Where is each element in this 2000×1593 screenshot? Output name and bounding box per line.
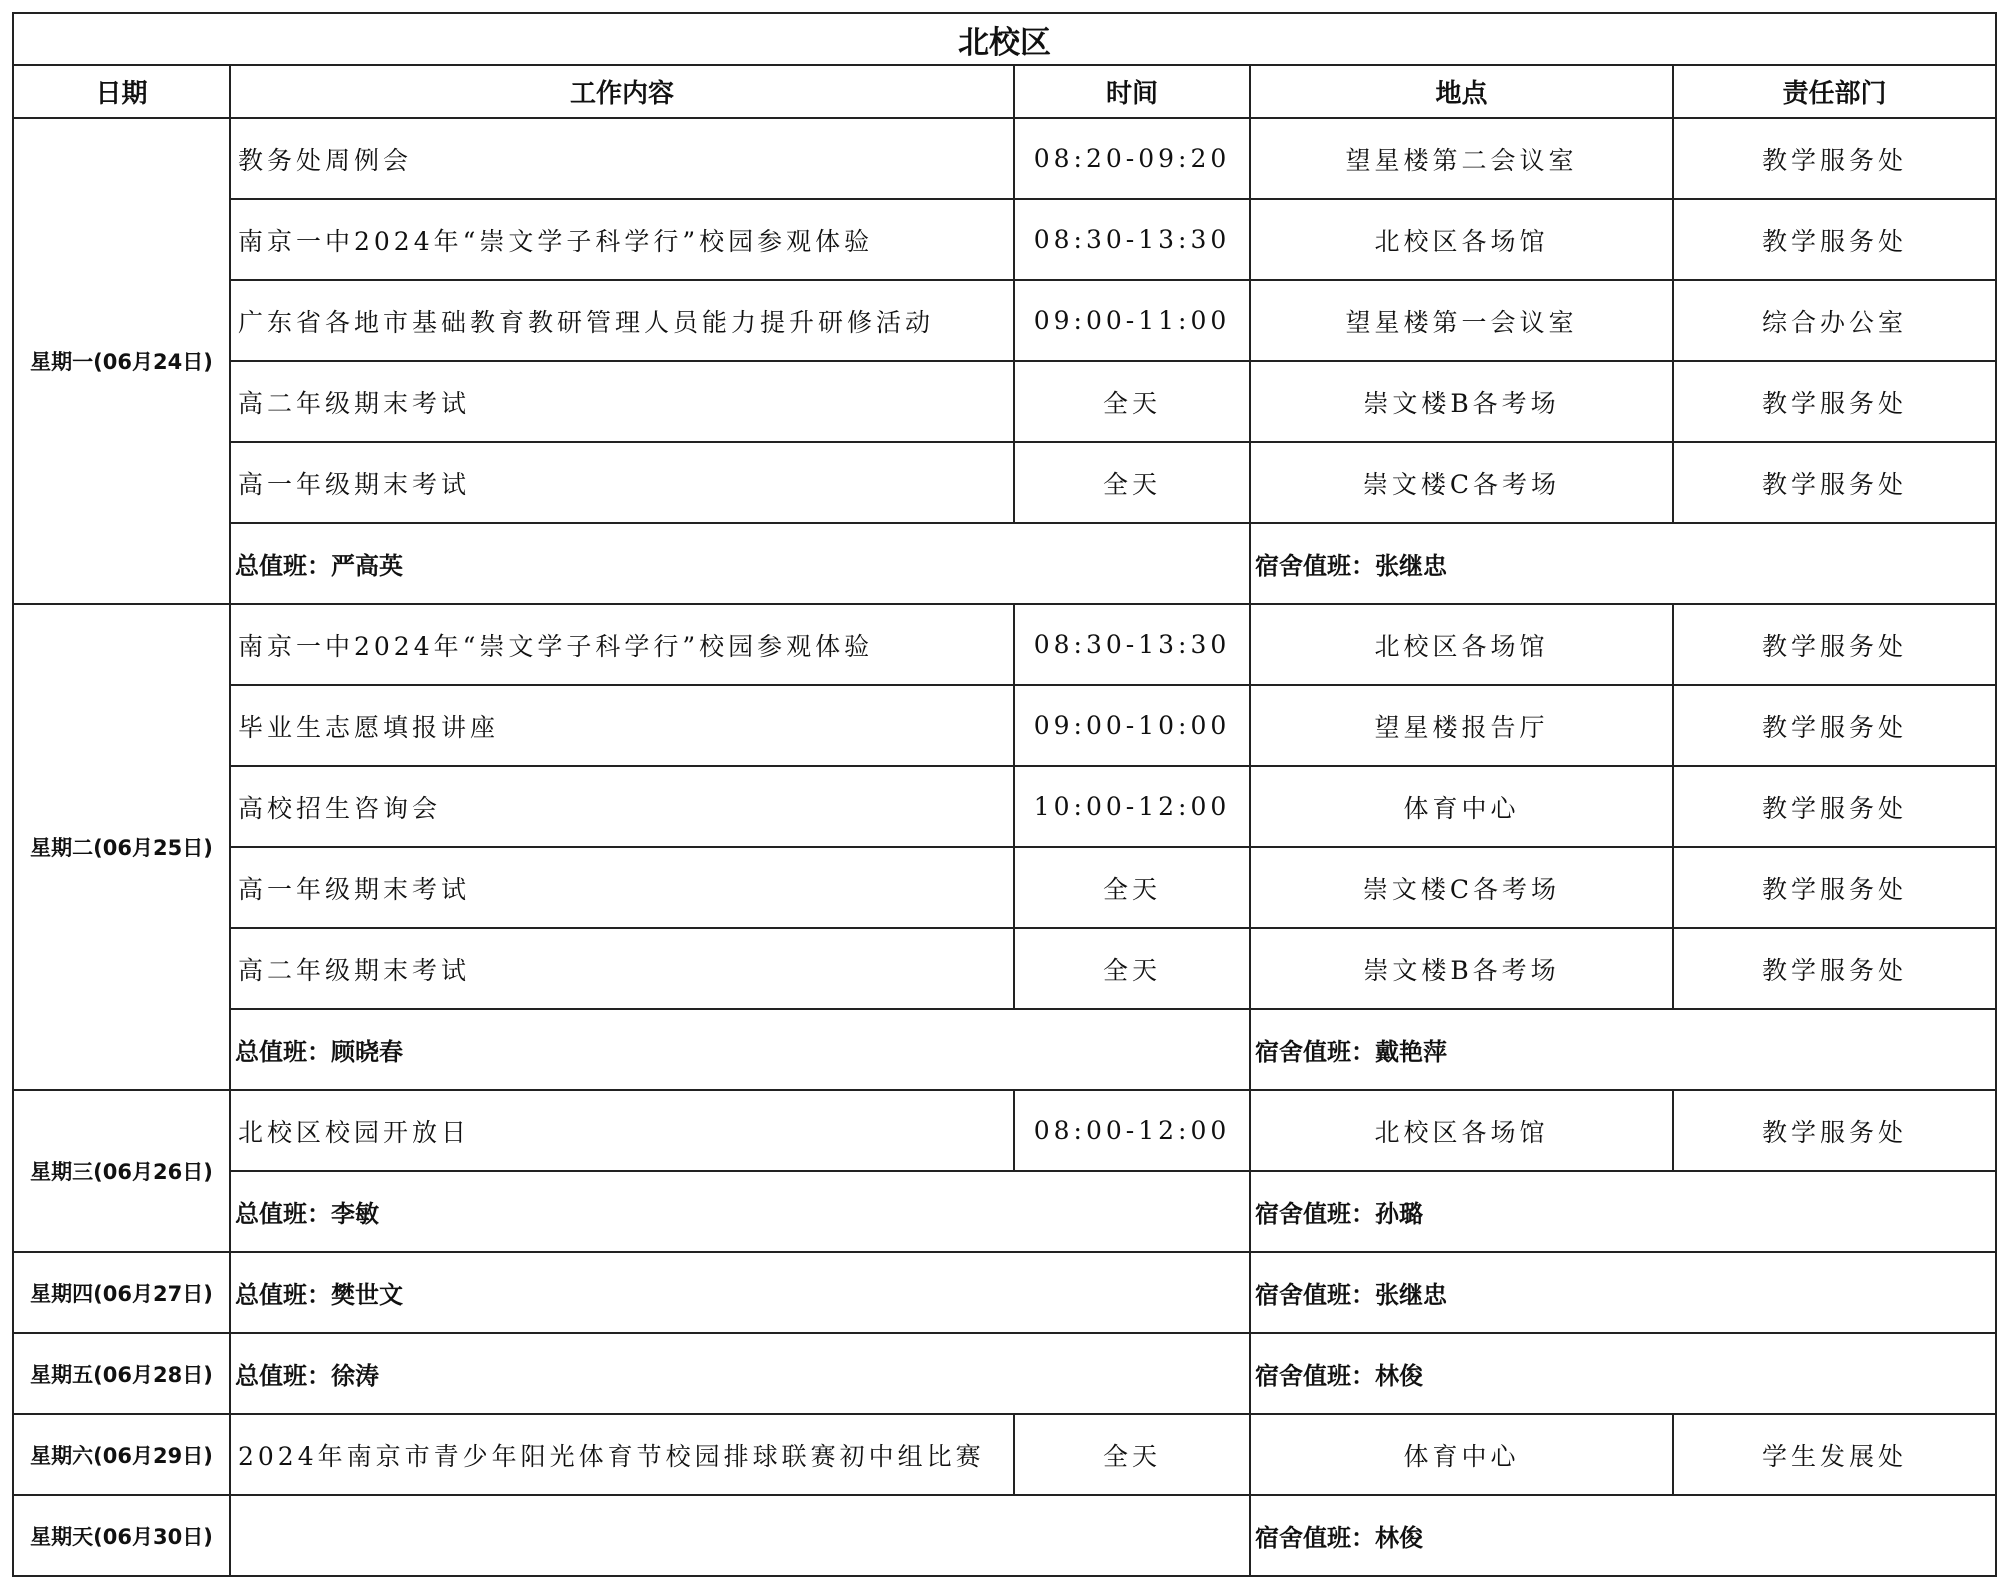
place-cell: 崇文楼B各考场: [1250, 361, 1673, 442]
dorm-duty-cell: 宿舍值班：张继忠: [1250, 1252, 1996, 1333]
activity-cell: 广东省各地市基础教育教研管理人员能力提升研修活动: [230, 280, 1014, 361]
dept-cell: 综合办公室: [1673, 280, 1996, 361]
activity-cell: 毕业生志愿填报讲座: [230, 685, 1014, 766]
time-cell: 10:00-12:00: [1014, 766, 1250, 847]
time-cell: 全天: [1014, 361, 1250, 442]
place-cell: 崇文楼C各考场: [1250, 847, 1673, 928]
time-cell: 全天: [1014, 1414, 1250, 1495]
dorm-duty-cell: 宿舍值班：林俊: [1250, 1333, 1996, 1414]
table-row: [13, 199, 1996, 280]
place-cell: 北校区各场馆: [1250, 199, 1673, 280]
duty-cell: 总值班：严高英: [230, 523, 1250, 604]
duty-cell: 总值班：徐涛: [230, 1333, 1250, 1414]
duty-cell: 总值班：顾晓春: [230, 1009, 1250, 1090]
place-cell: 崇文楼B各考场: [1250, 928, 1673, 1009]
table-row: [13, 442, 1996, 523]
dept-cell: 教学服务处: [1673, 766, 1996, 847]
place-cell: 望星楼第一会议室: [1250, 280, 1673, 361]
table-row: [13, 847, 1996, 928]
day-cell: 星期一(06月24日): [13, 118, 230, 604]
header-place: 地点: [1250, 65, 1673, 118]
header-time: 时间: [1014, 65, 1250, 118]
duty-cell: 总值班：李敏: [230, 1171, 1250, 1252]
duty-row: [13, 1252, 1996, 1333]
sheet-title: 北校区: [13, 13, 1996, 65]
time-cell: 09:00-11:00: [1014, 280, 1250, 361]
day-cell: 星期天(06月30日): [13, 1495, 230, 1576]
table-row: [13, 1090, 1996, 1171]
activity-cell: 高二年级期末考试: [230, 928, 1014, 1009]
time-cell: 全天: [1014, 847, 1250, 928]
place-cell: 望星楼第二会议室: [1250, 118, 1673, 199]
duty-cell: [230, 1495, 1250, 1576]
dept-cell: 教学服务处: [1673, 928, 1996, 1009]
schedule-table: [12, 12, 1997, 1577]
time-cell: 08:20-09:20: [1014, 118, 1250, 199]
day-cell: 星期四(06月27日): [13, 1252, 230, 1333]
dorm-duty-cell: 宿舍值班：张继忠: [1250, 523, 1996, 604]
time-cell: 08:00-12:00: [1014, 1090, 1250, 1171]
time-cell: 08:30-13:30: [1014, 604, 1250, 685]
table-row: [13, 118, 1996, 199]
day-cell: 星期五(06月28日): [13, 1333, 230, 1414]
time-cell: 08:30-13:30: [1014, 199, 1250, 280]
duty-row: [13, 1495, 1996, 1576]
day-cell: 星期二(06月25日): [13, 604, 230, 1090]
day-cell: 星期六(06月29日): [13, 1414, 230, 1495]
table-row: [13, 280, 1996, 361]
activity-cell: 高一年级期末考试: [230, 442, 1014, 523]
dept-cell: 教学服务处: [1673, 442, 1996, 523]
header-row: [13, 65, 1996, 118]
dorm-duty-cell: 宿舍值班：戴艳萍: [1250, 1009, 1996, 1090]
activity-cell: 高二年级期末考试: [230, 361, 1014, 442]
header-date: 日期: [13, 65, 230, 118]
activity-cell: 高一年级期末考试: [230, 847, 1014, 928]
table-row: [13, 685, 1996, 766]
place-cell: 北校区各场馆: [1250, 604, 1673, 685]
activity-cell: 教务处周例会: [230, 118, 1014, 199]
dept-cell: 教学服务处: [1673, 604, 1996, 685]
dept-cell: 教学服务处: [1673, 847, 1996, 928]
place-cell: 体育中心: [1250, 766, 1673, 847]
place-cell: 体育中心: [1250, 1414, 1673, 1495]
place-cell: 崇文楼C各考场: [1250, 442, 1673, 523]
dept-cell: 学生发展处: [1673, 1414, 1996, 1495]
activity-cell: 南京一中2024年“崇文学子科学行”校园参观体验: [230, 199, 1014, 280]
place-cell: 北校区各场馆: [1250, 1090, 1673, 1171]
time-cell: 全天: [1014, 442, 1250, 523]
activity-cell: 北校区校园开放日: [230, 1090, 1014, 1171]
table-row: [13, 1414, 1996, 1495]
table-row: [13, 766, 1996, 847]
time-cell: 全天: [1014, 928, 1250, 1009]
header-dept: 责任部门: [1673, 65, 1996, 118]
duty-row: [13, 1333, 1996, 1414]
dorm-duty-cell: 宿舍值班：林俊: [1250, 1495, 1996, 1576]
duty-row: [13, 523, 1996, 604]
time-cell: 09:00-10:00: [1014, 685, 1250, 766]
dept-cell: 教学服务处: [1673, 199, 1996, 280]
dept-cell: 教学服务处: [1673, 361, 1996, 442]
duty-cell: 总值班：樊世文: [230, 1252, 1250, 1333]
duty-row: [13, 1009, 1996, 1090]
table-row: [13, 928, 1996, 1009]
place-cell: 望星楼报告厅: [1250, 685, 1673, 766]
dept-cell: 教学服务处: [1673, 1090, 1996, 1171]
header-content: 工作内容: [230, 65, 1014, 118]
activity-cell: 高校招生咨询会: [230, 766, 1014, 847]
table-row: [13, 361, 1996, 442]
duty-row: [13, 1171, 1996, 1252]
dorm-duty-cell: 宿舍值班：孙璐: [1250, 1171, 1996, 1252]
activity-cell: 2024年南京市青少年阳光体育节校园排球联赛初中组比赛: [230, 1414, 1014, 1495]
table-row: [13, 604, 1996, 685]
dept-cell: 教学服务处: [1673, 118, 1996, 199]
day-cell: 星期三(06月26日): [13, 1090, 230, 1252]
activity-cell: 南京一中2024年“崇文学子科学行”校园参观体验: [230, 604, 1014, 685]
dept-cell: 教学服务处: [1673, 685, 1996, 766]
